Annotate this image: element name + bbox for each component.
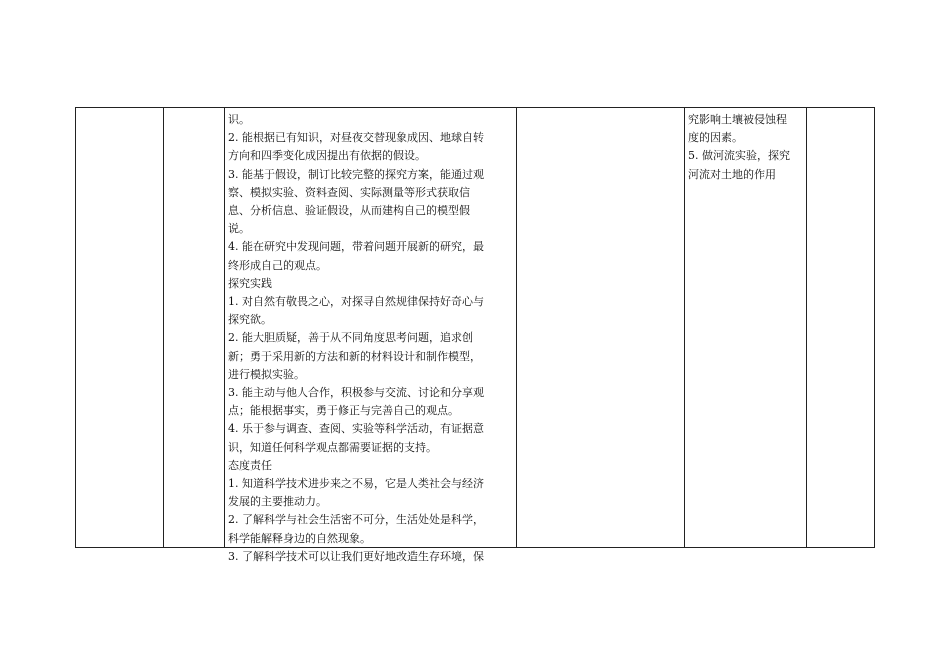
objective-line: 终形成自己的观点。 (228, 258, 327, 272)
objective-line: 1. 知道科学技术进步来之不易，它是人类社会与经济 (228, 477, 484, 491)
objective-line: 说。 (228, 222, 250, 236)
curriculum-table (75, 107, 875, 563)
objective-line: 4. 乐于参与调查、查阅、实验等科学活动，有证据意 (228, 422, 484, 436)
objective-line: 1. 对自然有敬畏之心，对探寻自然规律保持好奇心与 (228, 295, 484, 309)
objective-line: 探究欲。 (228, 313, 272, 327)
objective-line: 3. 了解科学技术可以让我们更好地改造生存环境，保 (228, 549, 484, 563)
objective-line: 息、分析信息、验证假设，从而建构自己的模型假 (228, 204, 470, 218)
objective-line: 3. 能主动与他人合作，积极参与交流、讨论和分享观 (228, 386, 484, 400)
objective-line: 进行模拟实验。 (228, 367, 305, 381)
column-divider (516, 108, 517, 547)
objective-line: 4. 能在研究中发现问题，带着问题开展新的研究，最 (228, 240, 484, 254)
objective-line: 2. 了解科学与社会生活密不可分，生活处处是科学， (228, 513, 484, 527)
column-divider (224, 108, 225, 547)
table-cell-activities (688, 111, 806, 184)
objective-line: 点；能根据事实，勇于修正与完善自己的观点。 (228, 404, 459, 418)
objective-line: 发展的主要推动力。 (228, 495, 327, 509)
activity-line: 河流对土地的作用 (688, 167, 776, 181)
table-cell-objectives (228, 111, 512, 566)
objective-line: 2. 能根据已有知识，对昼夜交替现象成因、地球自转 (228, 131, 484, 145)
activity-line: 究影响土壤被侵蚀程 (688, 113, 787, 126)
objective-line: 方向和四季变化成因提出有依据的假设。 (228, 149, 426, 163)
activity-line: 度的因素。 (688, 131, 743, 145)
objective-line: 新；勇于采用新的方法和新的材料设计和制作模型， (228, 349, 481, 363)
objective-line: 识，知道任何科学观点都需要证据的支持。 (228, 440, 437, 454)
section-heading-inquiry: 探究实践 (228, 276, 272, 290)
column-divider (806, 108, 807, 547)
column-divider (684, 108, 685, 547)
objective-line: 2. 能大胆质疑，善于从不同角度思考问题，追求创 (228, 331, 473, 345)
objective-line: 科学能解释身边的自然现象。 (228, 531, 371, 545)
objective-line: 3. 能基于假设，制订比较完整的探究方案，能通过观 (228, 167, 484, 181)
objective-line: 识。 (228, 113, 250, 126)
section-heading-attitude: 态度责任 (228, 458, 272, 472)
objective-line: 察、模拟实验、资料查阅、实际测量等形式获取信 (228, 185, 470, 199)
activity-line: 5. 做河流实验，探究 (688, 149, 790, 163)
column-divider (163, 108, 164, 547)
